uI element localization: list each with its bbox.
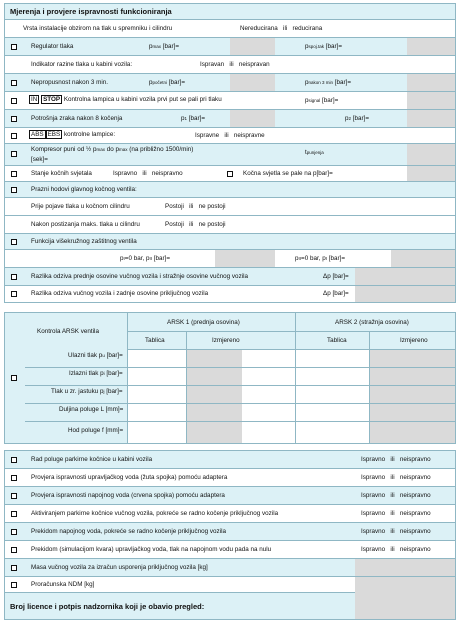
check-0-checkbox[interactable] [11,457,17,463]
arsk-row-label: Duljina poluge L [mm]= [59,406,124,413]
check-7-input[interactable] [355,577,455,593]
leak-tightness-row [5,74,455,92]
arsk-line [127,349,455,350]
warning-lamp-checkbox[interactable] [11,98,17,104]
before-pressure-row [5,198,455,216]
installation-type-options[interactable]: Nereducirana ili reducirana [240,25,323,32]
before-pressure-options[interactable]: Postoji ili ne postoji [165,203,226,210]
arsk-row-line [25,421,455,422]
brake-lights-checkbox[interactable] [11,171,17,177]
arsk-row-label: Hod poluge f [mm]= [68,427,124,434]
check-6-checkbox[interactable] [11,565,17,571]
arsk1-table-header: Tablica [145,337,165,344]
brake-lights-pressure-input[interactable] [407,166,455,181]
measurements-section [4,3,456,303]
warning-lamp-row [5,92,455,110]
check-row-7 [5,577,455,593]
trailer-checks-section [4,450,456,620]
arsk-divider [295,313,296,443]
before-pressure-label: Prije pojave tlaka u kočnom cilindru [31,203,130,210]
pstart-field: ppočetni [bar]= [149,79,186,86]
pstart-input[interactable] [230,74,275,91]
arsk-row-line [25,367,455,368]
tfill-field: tpunjenja [305,149,324,156]
check-2-checkbox[interactable] [11,493,17,499]
multicircuit-row [5,234,455,250]
multicircuit-label: Funkcija višekružnog zaštitnog ventila [31,238,137,245]
idle-travel-checkbox[interactable] [11,187,17,193]
brake-lights-options[interactable]: Ispravno ili neispravno [113,170,183,177]
tfill-input[interactable] [407,144,455,165]
check-5-label: Prekidom (simulacijom kvara) upravljačkog voda, tlak na napojnom vodu pada na nulu [31,546,272,553]
pspoj-field: pspoj.tak [bar]= [305,43,343,50]
check-4-checkbox[interactable] [11,529,17,535]
front-rear-axle-row [5,268,455,286]
check-6-input[interactable] [355,559,455,576]
arsk-header: Kontrola ARSK ventila [37,328,99,335]
check-7-label: Proračunska NDM [kg] [31,581,95,588]
check-row-2 [5,487,455,505]
trailer-axle-row [5,286,455,302]
circuit-pressure-row [5,250,455,268]
check-row-6 [5,559,455,577]
section-title: Mjerenja i provjere ispravnosti funkcioniranja [10,7,172,16]
front-rear-axle-checkbox[interactable] [11,274,17,280]
installation-type-row [5,20,455,38]
check-row-3 [5,505,455,523]
arsk2-measured-header: Izmjereno [400,337,428,344]
psignal-input[interactable] [407,92,455,109]
front-rear-delta-input[interactable] [355,268,455,285]
compressor-checkbox[interactable] [11,151,17,157]
after-pressure-row [5,216,455,234]
abs-ebs-checkbox[interactable] [11,133,17,139]
compressor-text: Kompresor puni od ½ pmax do pmax (na približno 1500/min) [31,146,194,153]
arsk-row-label: Izlazni tlak pi [bar]= [69,370,123,377]
trailer-delta-label: Δp [bar]= [323,290,349,297]
pressure-indicator-label: Indikator razine tlaka u kabini vozila: [31,61,133,68]
licence-row [5,593,455,619]
check-row-1 [5,469,455,487]
p3min-input[interactable] [407,74,455,91]
arsk-checkbox[interactable] [11,375,17,381]
circuit1-field: pI=0 bar, pII [bar]= [120,255,171,262]
check-3-options[interactable]: Ispravno ili neispravno [361,510,431,517]
after-pressure-label: Nakon postizanja maks. tlaka u cilindru [31,221,140,228]
arsk-divider [369,331,370,443]
check-3-checkbox[interactable] [11,511,17,517]
leak-tightness-checkbox[interactable] [11,80,17,86]
check-4-label: Prekidom napojnog voda, pokreće se radno kočenje priključnog vozila [31,528,226,535]
check-3-label: Aktiviranjem parkirne kočnice vučnog vozila, pokreće se radno kočenje priključnog vozila [31,510,279,517]
pressure-indicator-options[interactable]: Ispravan ili neispravan [200,61,270,68]
check-1-label: Provjera ispravnosti upravljačkog voda (žuta spojka) pomoću adaptera [31,474,228,481]
p3min-field: pnakon 3 min [bar]= [305,79,352,86]
arsk-line [127,331,455,332]
arsk2-header: ARSK 2 (stražnja osovina) [335,319,409,326]
arsk-divider [127,313,128,443]
after-pressure-options[interactable]: Postoji ili ne postoji [165,221,226,228]
installation-type-label: Vrsta instalacije obzirom na tlak u spremniku i cilindru [23,25,173,32]
section-title-row [5,4,455,20]
p2-input[interactable] [407,110,455,127]
check-row-5 [5,541,455,559]
abs-ebs-text: ABS EBS kontrolne lampice: [31,131,116,138]
p1-input[interactable] [230,110,275,127]
arsk-row-line [25,403,455,404]
pmax-input[interactable] [230,38,275,55]
idle-travel-label: Prazni hodovi glavnog kočnog ventila: [31,186,137,193]
circuit2-input[interactable] [391,250,455,267]
compressor-sec: [sek]= [31,156,48,163]
check-5-checkbox[interactable] [11,547,17,553]
air-consumption-checkbox[interactable] [11,116,17,122]
arsk-row-line [25,385,455,386]
pressure-indicator-row [5,56,455,74]
arsk2-table-header: Tablica [327,337,347,344]
brake-lights-label: Stanje kočnih svjetala [31,170,92,177]
arsk2-measured-col[interactable] [369,349,455,443]
psignal-field: psignal [bar]= [305,97,339,104]
front-rear-delta-label: Δp [bar]= [323,273,349,280]
air-consumption-row [5,110,455,128]
check-1-checkbox[interactable] [11,475,17,481]
idle-travel-row [5,182,455,198]
air-consumption-label: Potrošnja zraka nakon 8 kočenja [31,115,123,122]
abs-ebs-options[interactable]: Ispravne ili neispravne [195,132,265,139]
pressure-regulator-row [5,38,455,56]
arsk-row-label: Ulazni tlak pu [bar]= [68,352,123,359]
multicircuit-checkbox[interactable] [11,239,17,245]
arsk-row-label: Tlak u zr. jastuku pj [bar]= [51,388,123,395]
brake-lights-row [5,166,455,182]
check-row-0 [5,451,455,469]
arsk-divider [186,331,187,443]
trailer-delta-input[interactable] [355,286,455,302]
arsk1-header: ARSK 1 (prednja osovina) [167,319,240,326]
licence-input[interactable] [355,593,455,619]
abs-ebs-row [5,128,455,144]
trailer-axle-label: Razlika odziva vučnog vozila i zadnje osovine priključnog vozila [31,290,209,297]
compressor-row [5,144,455,166]
circuit1-input[interactable] [215,250,275,267]
p1-field: p1 [bar]= [181,115,206,122]
pressure-regulator-label: Regulator tlaka [31,43,74,50]
check-7-checkbox[interactable] [11,582,17,588]
pspoj-input[interactable] [407,38,455,55]
check-6-label: Masa vučnog vozila za izračun usporenja priključnog vozila [kg] [31,564,208,571]
check-4-options[interactable]: Ispravno ili neispravno [361,528,431,535]
brake-lights-pressure-checkbox[interactable] [227,171,233,177]
warning-lamp-text: IN STOP Kontrolna lampica u kabini vozila prvi put se pali pri tlaku [31,96,222,103]
trailer-axle-checkbox[interactable] [11,291,17,297]
check-0-label: Rad poluge parkirne kočnice u kabini vozila [31,456,153,463]
check-2-options[interactable]: Ispravno ili neispravno [361,492,431,499]
pressure-regulator-checkbox[interactable] [11,44,17,50]
leak-tightness-label: Nepropusnost nakon 3 min. [31,79,109,86]
check-0-options[interactable]: Ispravno ili neispravno [361,456,431,463]
check-row-4 [5,523,455,541]
arsk1-measured-header: Izmjereno [212,337,240,344]
check-5-options[interactable]: Ispravno ili neispravno [361,546,431,553]
p2-field: p2 [bar]= [345,115,370,122]
circuit2-field: pII=0 bar, pI [bar]= [295,255,346,262]
brake-lights-pressure-label: Kočna svjetla se pale na p[bar]= [243,170,333,177]
pmax-field: pmax [bar]= [149,43,180,50]
arsk1-measured-col[interactable] [186,349,242,443]
check-1-options[interactable]: Ispravno ili neispravno [361,474,431,481]
licence-label: Broj licence i potpis nadzornika koji je obavio pregled: [10,602,205,611]
arsk-section [4,312,456,444]
front-rear-axle-label: Razlika odziva prednje osovine vučnog vozila i stražnje osovine vučnog vozila [31,273,249,280]
check-2-label: Provjera ispravnosti napojnog voda (crvena spojka) pomoću adaptera [31,492,225,499]
